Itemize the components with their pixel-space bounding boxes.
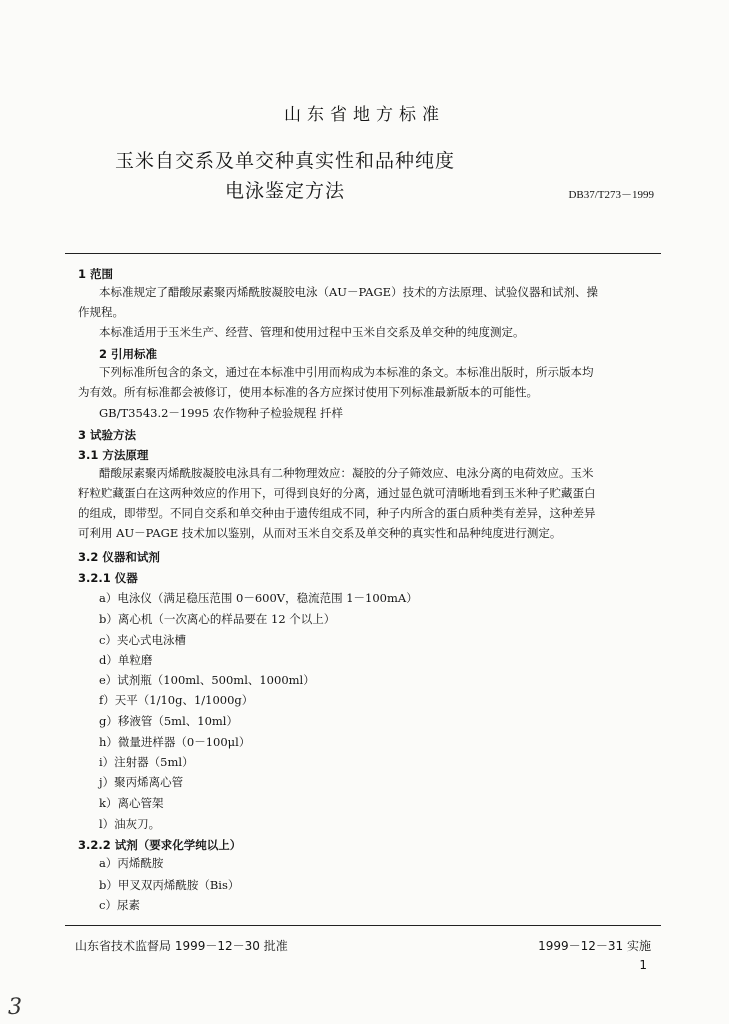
section-3-1-line2: 籽粒贮藏蛋白在这两种效应的作用下，可得到良好的分离，通过显色就可清晰地看到玉米种子贮藏蛋白 xyxy=(78,486,596,500)
section-3-1-heading: 3.1 方法原理 xyxy=(78,448,149,462)
page-number: 1 xyxy=(639,958,647,972)
effective-date: 1999－12－31 实施 xyxy=(538,939,651,953)
instrument-item: g）移液管（5ml、10ml） xyxy=(99,714,238,728)
instrument-item: a）电泳仪（满足稳压范围 0－600V，稳流范围 1－100mA） xyxy=(99,591,418,605)
margin-handwritten-mark: 3 xyxy=(8,995,22,1020)
instrument-item: h）微量进样器（0－100μl） xyxy=(99,735,251,749)
section-1-para2: 本标准适用于玉米生产、经营、管理和使用过程中玉米自交系及单交种的纯度测定。 xyxy=(99,325,525,339)
instrument-item: b）离心机（一次离心的样品要在 12 个以上） xyxy=(99,612,336,626)
instrument-item: i）注射器（5ml） xyxy=(99,755,194,769)
standard-code: DB37/T273－1999 xyxy=(568,189,654,201)
instrument-item: j）聚丙烯离心管 xyxy=(99,775,184,789)
section-3-2-1-heading: 3.2.1 仪器 xyxy=(78,571,138,585)
section-3-2-heading: 3.2 仪器和试剂 xyxy=(78,550,160,564)
instrument-item: c）夹心式电泳槽 xyxy=(99,633,186,647)
section-3-heading: 3 试验方法 xyxy=(78,428,137,442)
section-1-para1-line2: 作规程。 xyxy=(78,305,124,319)
section-3-1-line3: 的组成，即带型。不同自交系和单交种由于遗传组成不同，种子内所含的蛋白质种类有差异，这种差异 xyxy=(78,506,596,520)
reagent-item: b）甲叉双丙烯酰胺（Bis） xyxy=(99,878,240,892)
approval-line: 山东省技术监督局 1999－12－30 批准 xyxy=(75,939,288,953)
instrument-item: l）油灰刀。 xyxy=(99,817,161,831)
instrument-item: d）单粒磨 xyxy=(99,653,153,667)
section-2-reference: GB/T3543.2－1995 农作物种子检验规程 扦样 xyxy=(99,406,343,420)
section-2-para-line2: 为有效。所有标准都会被修订，使用本标准的各方应探讨使用下列标准最新版本的可能性。 xyxy=(78,385,538,399)
section-2-para-line1: 下列标准所包含的条文，通过在本标准中引用而构成为本标准的条文。本标准出版时，所示版本均 xyxy=(99,365,594,379)
section-3-1-line1: 醋酸尿素聚丙烯酰胺凝胶电泳具有二种物理效应：凝胶的分子筛效应、电泳分离的电荷效应。玉米 xyxy=(99,466,594,480)
standard-title-line2: 电泳鉴定方法 xyxy=(224,180,345,202)
header-divider xyxy=(65,253,661,254)
section-3-2-2-heading: 3.2.2 试剂（要求化学纯以上） xyxy=(78,838,242,852)
footer-divider xyxy=(65,925,661,926)
reagent-item: c）尿素 xyxy=(99,898,140,912)
instrument-item: e）试剂瓶（100ml、500ml、1000ml） xyxy=(99,673,315,687)
issuing-authority: 山东省地方标准 xyxy=(284,105,445,125)
reagent-item: a）丙烯酰胺 xyxy=(99,856,164,870)
standard-title-line1: 玉米自交系及单交种真实性和品种纯度 xyxy=(114,150,455,172)
section-2-heading: 2 引用标准 xyxy=(99,347,158,361)
section-1-heading: 1 范围 xyxy=(78,267,114,281)
instrument-item: f）天平（1/10g、1/1000g） xyxy=(99,693,254,707)
section-1-para1-line1: 本标准规定了醋酸尿素聚丙烯酰胺凝胶电泳（AU－PAGE）技术的方法原理、试验仪器和试剂、操 xyxy=(99,285,599,299)
instrument-item: k）离心管架 xyxy=(99,796,164,810)
section-3-1-line4: 可利用 AU－PAGE 技术加以鉴别，从而对玉米自交系及单交种的真实性和品种纯度进行测定。 xyxy=(78,526,562,540)
